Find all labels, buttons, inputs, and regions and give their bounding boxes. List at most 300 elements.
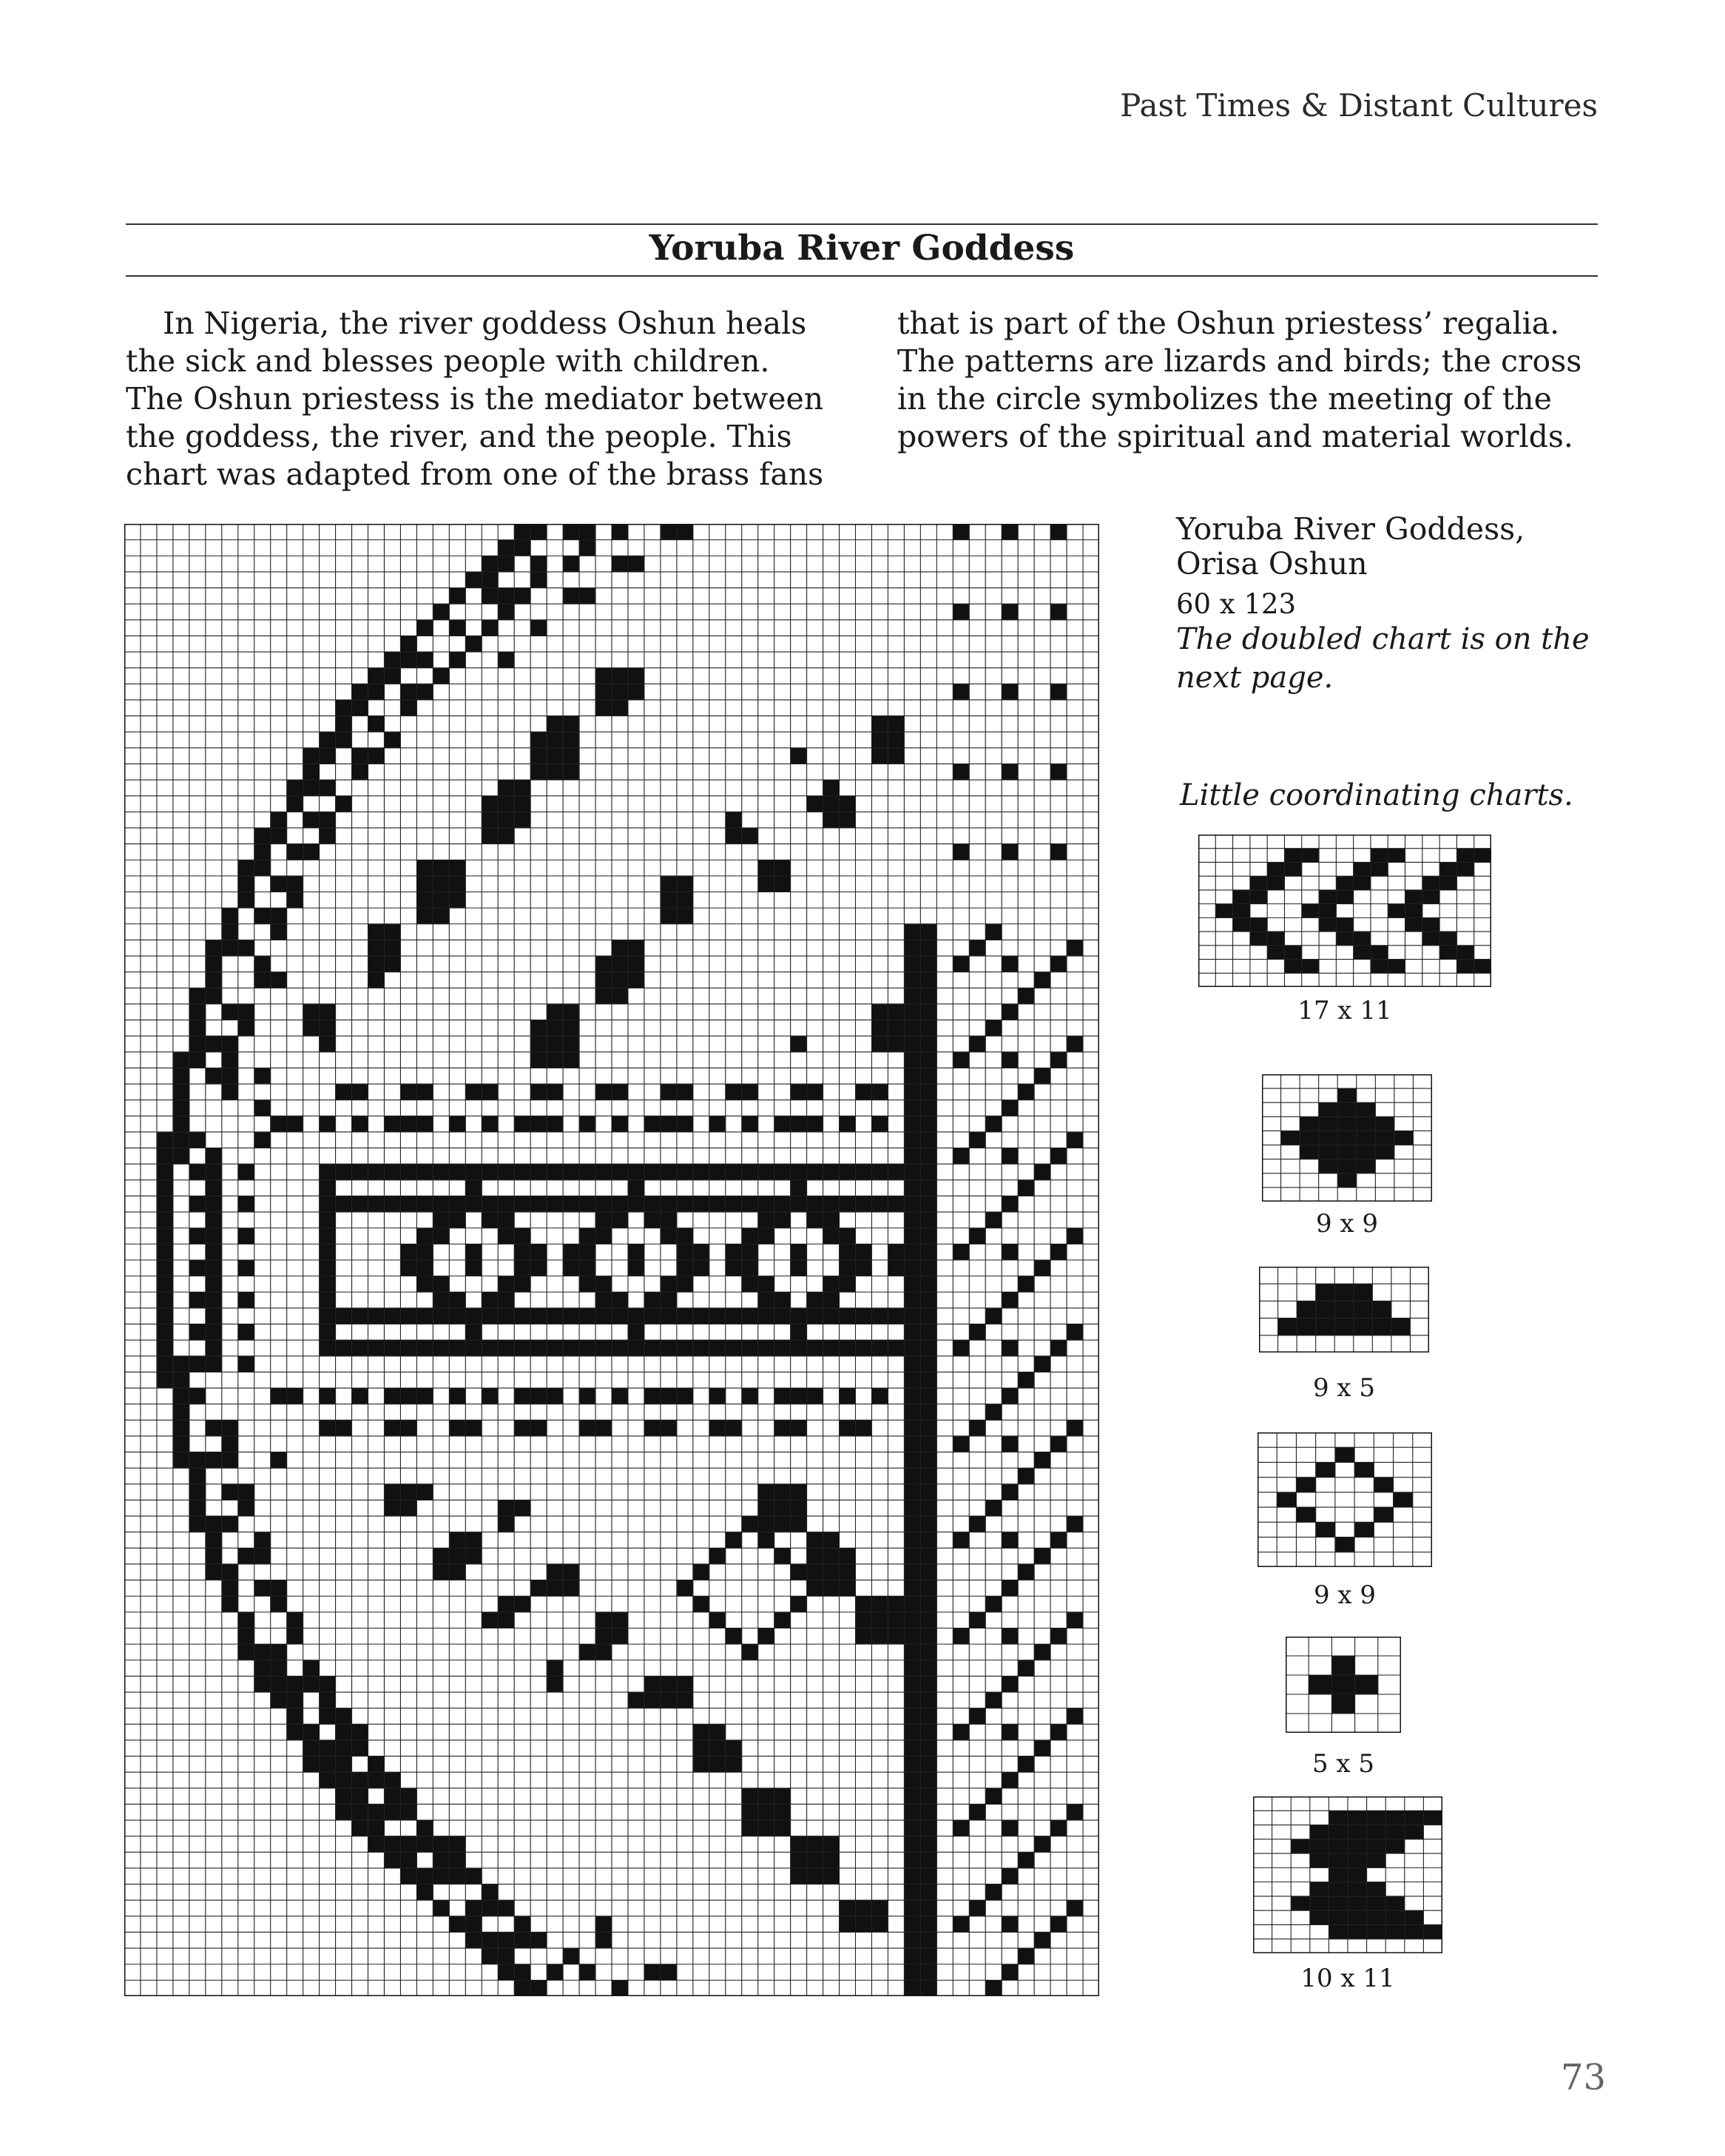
little-chart-1-filled-cell [1422, 876, 1440, 890]
main-chart-filled-cell [530, 748, 547, 764]
main-chart-filled-cell [449, 1548, 465, 1564]
main-chart-filled-cell [157, 1276, 173, 1293]
main-chart-filled-cell [287, 1692, 303, 1708]
main-chart-filled-cell [742, 1388, 758, 1404]
little-chart-1-filled-cell [1267, 946, 1285, 960]
main-chart-filled-cell [238, 1644, 254, 1660]
main-chart-filled-cell [774, 1804, 791, 1820]
main-chart-filled-cell [953, 1148, 969, 1165]
little-chart-2-filled-cell [1357, 1116, 1376, 1131]
main-chart-filled-cell [579, 588, 595, 604]
main-chart-filled-cell [595, 956, 612, 972]
main-chart-filled-cell [482, 1116, 498, 1132]
main-chart-filled-cell [661, 1116, 677, 1132]
main-chart-filled-cell [514, 1500, 530, 1516]
little-chart-1-filled-cell [1371, 960, 1388, 974]
main-chart-filled-cell [189, 988, 206, 1004]
little-chart-2-filled-cell [1337, 1102, 1357, 1117]
little-chart-6-filled-cell [1367, 1910, 1386, 1925]
main-chart-filled-cell [871, 1116, 888, 1132]
main-chart-filled-cell [693, 1196, 709, 1212]
main-chart-filled-cell [920, 1004, 936, 1020]
main-chart-filled-cell [904, 1692, 920, 1708]
little-chart-1-filled-cell [1267, 932, 1285, 946]
main-chart-filled-cell [920, 1868, 936, 1884]
main-chart-filled-cell [1067, 1516, 1083, 1532]
main-chart-filled-cell [709, 1612, 726, 1628]
little-chart-1-filled-cell [1267, 876, 1285, 890]
main-chart-filled-cell [807, 1292, 823, 1308]
main-chart-filled-cell [238, 1548, 254, 1564]
main-chart-filled-cell [904, 1852, 920, 1868]
main-chart-filled-cell [904, 1132, 920, 1148]
main-chart-filled-cell [498, 1964, 514, 1981]
little-chart-1-filled-cell [1405, 904, 1423, 918]
main-chart-filled-cell [547, 748, 563, 764]
main-chart-filled-cell [206, 1260, 222, 1276]
main-chart-filled-cell [726, 1532, 742, 1549]
little-chart-1-filled-cell [1405, 890, 1423, 904]
main-chart-filled-cell [1050, 524, 1067, 540]
main-chart-filled-cell [677, 1580, 693, 1597]
main-chart-filled-cell [1034, 1548, 1050, 1564]
little-chart-5-label: 5 x 5 [1312, 1749, 1375, 1779]
main-chart-filled-cell [206, 1212, 222, 1228]
main-chart-filled-cell [320, 780, 336, 796]
intro-paragraph: In Nigeria, the river goddess Oshun heals the sick and blesses people with children. The Oshun priestess is the mediator between the goddess, the river, and the people. This chart was adapted from one of the brass fans that is part of the Oshun priestess’ regalia. The patterns are lizards and birds; the cross in the circle symbolizes the meeting of the powers of the spiritual and material worlds. [126, 306, 1582, 492]
main-chart-filled-cell [1002, 1724, 1018, 1740]
main-chart-filled-cell [222, 1084, 238, 1100]
main-chart-filled-cell [189, 1484, 206, 1500]
little-chart-1-filled-cell [1422, 917, 1440, 932]
main-chart-filled-cell [547, 1388, 563, 1404]
little-chart-3-label: 9 x 5 [1312, 1373, 1376, 1403]
little-chart-6-filled-cell [1329, 1810, 1348, 1825]
main-chart-filled-cell [498, 812, 514, 828]
main-chart-filled-cell [579, 1228, 595, 1244]
main-chart-filled-cell [985, 1596, 1002, 1612]
main-chart-filled-cell [1067, 940, 1083, 956]
main-chart-filled-cell [482, 1612, 498, 1628]
main-chart-filled-cell [320, 1164, 336, 1180]
little-chart-1-filled-cell [1439, 946, 1457, 960]
chart-title-line1: Yoruba River Goddess, [1176, 511, 1525, 547]
main-chart-filled-cell [840, 1276, 856, 1293]
main-chart-filled-cell [498, 588, 514, 604]
main-chart-filled-cell [774, 1164, 791, 1180]
little-chart-4-filled-cell [1296, 1507, 1316, 1523]
main-chart-filled-cell [449, 1868, 465, 1884]
main-chart-filled-cell [498, 1228, 514, 1244]
main-chart-filled-cell [904, 924, 920, 940]
little-chart-6-filled-cell [1329, 1853, 1348, 1868]
main-chart-filled-cell [758, 1164, 774, 1180]
main-chart-filled-cell [384, 940, 400, 956]
main-chart-filled-cell [758, 876, 774, 892]
main-chart-filled-cell [514, 1420, 530, 1436]
main-chart-filled-cell [758, 1500, 774, 1516]
main-chart-filled-cell [920, 1516, 936, 1532]
main-chart-filled-cell [612, 1116, 628, 1132]
main-chart-filled-cell [449, 1916, 465, 1933]
main-chart-filled-cell [840, 1308, 856, 1324]
main-chart-filled-cell [969, 1804, 985, 1820]
main-chart-filled-cell [742, 1164, 758, 1180]
main-chart-filled-cell [791, 1516, 807, 1532]
little-chart-6-filled-cell [1329, 1910, 1348, 1925]
main-chart-filled-cell [904, 1420, 920, 1436]
main-chart-filled-cell [742, 1820, 758, 1836]
main-chart-filled-cell [920, 1932, 936, 1948]
main-chart-filled-cell [758, 1292, 774, 1308]
main-chart-filled-cell [1002, 1676, 1018, 1692]
main-chart-filled-cell [465, 1324, 482, 1341]
main-chart-filled-cell [904, 1628, 920, 1645]
title-rule-bottom [126, 275, 1598, 277]
main-chart-filled-cell [336, 716, 352, 732]
main-chart-filled-cell [222, 1036, 238, 1052]
main-chart-filled-cell [807, 1212, 823, 1228]
main-chart-filled-cell [904, 1212, 920, 1228]
main-chart-filled-cell [920, 1372, 936, 1388]
main-chart-filled-cell [904, 1180, 920, 1196]
main-chart-filled-cell [920, 1420, 936, 1436]
main-chart-filled-cell [238, 940, 254, 956]
main-chart-filled-cell [856, 1308, 872, 1324]
main-chart-filled-cell [904, 1660, 920, 1677]
main-chart-filled-cell [726, 1340, 742, 1356]
main-chart-filled-cell [514, 1196, 530, 1212]
main-chart-filled-cell [791, 1852, 807, 1868]
main-chart-filled-cell [336, 1740, 352, 1756]
main-chart-filled-cell [612, 1084, 628, 1100]
main-chart-filled-cell [320, 828, 336, 844]
main-chart-filled-cell [920, 1452, 936, 1469]
main-chart-filled-cell [888, 748, 904, 764]
little-chart-2-filled-cell [1375, 1116, 1394, 1131]
main-chart-filled-cell [368, 956, 385, 972]
little-chart-6-label: 10 x 11 [1300, 1964, 1395, 1993]
main-chart-filled-cell [856, 1196, 872, 1212]
main-chart-filled-cell [904, 1644, 920, 1660]
main-chart-filled-cell [840, 1548, 856, 1564]
main-chart-filled-cell [709, 1420, 726, 1436]
main-chart-filled-cell [271, 1596, 287, 1612]
little-chart-1-filled-cell [1456, 849, 1474, 863]
main-chart-filled-cell [206, 1548, 222, 1564]
main-chart-filled-cell [628, 1324, 644, 1341]
main-chart-filled-cell [595, 700, 612, 716]
main-chart-filled-cell [368, 924, 385, 940]
little-chart-1-filled-cell [1456, 960, 1474, 974]
main-chart-filled-cell [904, 956, 920, 972]
main-chart-filled-cell [1018, 1852, 1034, 1868]
main-chart-filled-cell [498, 652, 514, 668]
little-chart-6-filled-cell [1367, 1839, 1386, 1854]
main-chart-filled-cell [579, 1308, 595, 1324]
main-chart-filled-cell [222, 1004, 238, 1020]
main-chart-filled-cell [904, 1404, 920, 1421]
main-chart-filled-cell [628, 1260, 644, 1276]
little-chart-1-filled-cell [1250, 876, 1268, 890]
chart-size: 60 x 123 [1176, 588, 1297, 620]
main-chart-filled-cell [661, 1308, 677, 1324]
main-chart-filled-cell [904, 1820, 920, 1836]
main-chart-filled-cell [1002, 1196, 1018, 1212]
main-chart-filled-cell [920, 924, 936, 940]
main-chart-filled-cell [823, 796, 840, 812]
main-chart-filled-cell [563, 716, 579, 732]
main-chart-filled-cell [1002, 1772, 1018, 1788]
little-chart-1-filled-cell [1456, 862, 1474, 876]
main-chart-filled-cell [482, 1932, 498, 1948]
little-chart-5-filled-cell [1331, 1675, 1355, 1694]
main-chart-filled-cell [904, 1708, 920, 1725]
main-chart-filled-cell [400, 1244, 416, 1260]
main-chart-filled-cell [368, 716, 385, 732]
page-number: 73 [1561, 2057, 1607, 2098]
main-chart-filled-cell [271, 1452, 287, 1469]
main-chart-filled-cell [157, 1196, 173, 1212]
little-chart-5-filled-cell [1331, 1656, 1355, 1675]
main-chart-filled-cell [352, 1772, 368, 1788]
little-chart-6-filled-cell [1405, 1910, 1424, 1925]
main-chart-filled-cell [1002, 1484, 1018, 1500]
main-chart-filled-cell [514, 540, 530, 556]
main-chart-filled-cell [661, 1292, 677, 1308]
main-chart-filled-cell [320, 1692, 336, 1708]
main-chart-filled-cell [904, 1052, 920, 1068]
main-chart-filled-cell [416, 684, 433, 700]
main-chart-filled-cell [271, 828, 287, 844]
main-chart-filled-cell [1067, 1900, 1083, 1916]
main-chart-filled-cell [222, 940, 238, 956]
little-chart-6-filled-cell [1405, 1825, 1424, 1840]
main-chart-filled-cell [465, 1260, 482, 1276]
main-chart-filled-cell [985, 1884, 1002, 1901]
main-chart-filled-cell [677, 1116, 693, 1132]
main-chart-filled-cell [871, 1628, 888, 1645]
main-chart-filled-cell [1018, 1084, 1034, 1100]
main-chart-filled-cell [514, 1980, 530, 1996]
main-chart-filled-cell [920, 1324, 936, 1341]
main-chart-filled-cell [189, 1292, 206, 1308]
little-chart-2-filled-cell [1319, 1116, 1338, 1131]
little-chart-6-filled-cell [1423, 1924, 1442, 1939]
main-chart-filled-cell [677, 1196, 693, 1212]
main-chart-filled-cell [774, 1484, 791, 1500]
main-chart-filled-cell [758, 1212, 774, 1228]
little-chart-1-filled-cell [1233, 917, 1251, 932]
main-chart-filled-cell [222, 924, 238, 940]
main-chart-filled-cell [969, 1324, 985, 1341]
main-chart-filled-cell [320, 1228, 336, 1244]
main-chart-filled-cell [1002, 844, 1018, 860]
main-chart-filled-cell [336, 1084, 352, 1100]
little-chart-6-filled-cell [1348, 1910, 1367, 1925]
main-chart-filled-cell [254, 844, 271, 860]
main-chart-filled-cell [791, 1164, 807, 1180]
main-chart-filled-cell [595, 1916, 612, 1933]
main-chart-filled-cell [661, 524, 677, 540]
main-chart-filled-cell [1002, 1244, 1018, 1260]
little-chart-2-filled-cell [1337, 1131, 1357, 1145]
main-chart-filled-cell [1018, 1660, 1034, 1677]
main-chart-filled-cell [287, 796, 303, 812]
little-charts-heading: Little coordinating charts. [1180, 778, 1573, 812]
main-chart-filled-cell [920, 1084, 936, 1100]
main-chart-filled-cell [823, 1276, 840, 1293]
main-chart-filled-cell [612, 1628, 628, 1645]
little-chart-6-filled-cell [1367, 1924, 1386, 1939]
little-chart-1-filled-cell [1354, 946, 1371, 960]
main-chart-filled-cell [157, 1212, 173, 1228]
main-chart-filled-cell [758, 860, 774, 876]
main-chart-filled-cell [985, 924, 1002, 940]
main-chart-filled-cell [336, 1420, 352, 1436]
main-chart-filled-cell [1002, 1916, 1018, 1933]
main-chart-filled-cell [514, 796, 530, 812]
main-chart-filled-cell [726, 828, 742, 844]
main-chart-filled-cell [693, 1260, 709, 1276]
main-chart-filled-cell [384, 732, 400, 748]
main-chart-filled-cell [449, 1116, 465, 1132]
main-chart-filled-cell [726, 1244, 742, 1260]
main-chart-filled-cell [969, 1900, 985, 1916]
main-chart-filled-cell [563, 1164, 579, 1180]
main-chart-filled-cell [774, 1340, 791, 1356]
little-chart-6-filled-cell [1310, 1839, 1329, 1854]
main-chart-filled-cell [920, 1884, 936, 1901]
main-chart-filled-cell [563, 764, 579, 780]
main-chart-filled-cell [530, 1244, 547, 1260]
main-chart-filled-cell [514, 1116, 530, 1132]
main-chart-filled-cell [904, 1228, 920, 1244]
main-chart-filled-cell [920, 1900, 936, 1916]
main-chart-filled-cell [904, 1276, 920, 1293]
little-chart-2-filled-cell [1357, 1145, 1376, 1160]
main-chart-filled-cell [563, 1948, 579, 1964]
little-chart-1-filled-cell [1302, 960, 1320, 974]
little-chart-1-filled-cell [1319, 890, 1337, 904]
main-chart-filled-cell [449, 1852, 465, 1868]
main-chart-filled-cell [1034, 1740, 1050, 1756]
little-chart-1-filled-cell [1371, 849, 1388, 863]
main-chart-filled-cell [336, 1804, 352, 1820]
main-chart-filled-cell [352, 1084, 368, 1100]
main-chart-filled-cell [320, 1244, 336, 1260]
main-chart-filled-cell [791, 1084, 807, 1100]
main-chart-filled-cell [368, 1308, 385, 1324]
main-chart-filled-cell [384, 1836, 400, 1853]
main-chart-filled-cell [840, 1580, 856, 1597]
main-chart-filled-cell [612, 972, 628, 988]
main-chart-filled-cell [173, 1100, 189, 1116]
main-chart-filled-cell [482, 1212, 498, 1228]
main-chart-filled-cell [823, 1308, 840, 1324]
little-chart-1-filled-cell [1284, 849, 1302, 863]
main-chart-filled-cell [482, 556, 498, 572]
main-chart-filled-cell [969, 940, 985, 956]
main-chart-filled-cell [823, 1836, 840, 1853]
main-chart-filled-cell [157, 1244, 173, 1260]
main-chart-filled-cell [482, 1084, 498, 1100]
main-chart-filled-cell [595, 1420, 612, 1436]
little-chart-6-filled-cell [1310, 1882, 1329, 1897]
main-chart-filled-cell [482, 1388, 498, 1404]
main-chart-filled-cell [400, 1084, 416, 1100]
main-chart-filled-cell [449, 860, 465, 876]
main-chart-filled-cell [612, 524, 628, 540]
main-chart-filled-cell [904, 1868, 920, 1884]
main-chart-filled-cell [189, 1356, 206, 1372]
main-chart-filled-cell [920, 1164, 936, 1180]
main-chart-filled-cell [482, 1948, 498, 1964]
main-chart-filled-cell [920, 1660, 936, 1677]
main-chart-filled-cell [173, 1068, 189, 1084]
main-chart-filled-cell [1002, 1100, 1018, 1116]
little-chart-1-filled-cell [1456, 946, 1474, 960]
main-chart-filled-cell [904, 1372, 920, 1388]
main-chart-filled-cell [238, 1324, 254, 1341]
main-chart-filled-cell [384, 1772, 400, 1788]
main-chart-filled-cell [449, 1164, 465, 1180]
main-chart-filled-cell [661, 1420, 677, 1436]
main-chart-filled-cell [920, 1116, 936, 1132]
main-chart-filled-cell [547, 1020, 563, 1037]
main-chart-filled-cell [840, 1340, 856, 1356]
main-chart-filled-cell [904, 1020, 920, 1037]
main-chart-filled-cell [384, 1164, 400, 1180]
little-chart-1-filled-cell [1267, 862, 1285, 876]
main-chart-filled-cell [612, 684, 628, 700]
chart-title [1176, 512, 1620, 582]
main-chart-filled-cell [920, 1804, 936, 1820]
main-chart-filled-cell [758, 1628, 774, 1645]
main-chart-filled-cell [465, 1900, 482, 1916]
main-chart-filled-cell [904, 1388, 920, 1404]
main-chart-filled-cell [579, 1340, 595, 1356]
main-chart-filled-cell [791, 1180, 807, 1196]
main-chart-filled-cell [1050, 1916, 1067, 1933]
main-chart-filled-cell [758, 1196, 774, 1212]
main-chart-filled-cell [920, 1740, 936, 1756]
main-chart-filled-cell [774, 1612, 791, 1628]
main-chart-filled-cell [254, 956, 271, 972]
main-chart-filled-cell [222, 1596, 238, 1612]
little-chart-2-filled-cell [1319, 1145, 1338, 1160]
main-chart-filled-cell [1050, 1436, 1067, 1452]
main-chart-filled-cell [871, 1020, 888, 1037]
main-chart-filled-cell [807, 1084, 823, 1100]
main-chart-filled-cell [791, 1244, 807, 1260]
main-chart-filled-cell [189, 1500, 206, 1516]
main-chart-filled-cell [173, 1436, 189, 1452]
main-chart-filled-cell [823, 1292, 840, 1308]
main-chart-filled-cell [969, 1036, 985, 1052]
main-chart-filled-cell [856, 1244, 872, 1260]
main-chart-filled-cell [189, 1164, 206, 1180]
main-chart-filled-cell [644, 1308, 661, 1324]
main-chart-filled-cell [1034, 972, 1050, 988]
main-chart-filled-cell [384, 1804, 400, 1820]
little-chart-1-filled-cell [1336, 890, 1354, 904]
main-chart-filled-cell [433, 1292, 449, 1308]
main-chart-filled-cell [595, 1628, 612, 1645]
main-chart-filled-cell [271, 1580, 287, 1597]
main-chart-filled-cell [254, 1132, 271, 1148]
little-chart-6-filled-cell [1367, 1825, 1386, 1840]
